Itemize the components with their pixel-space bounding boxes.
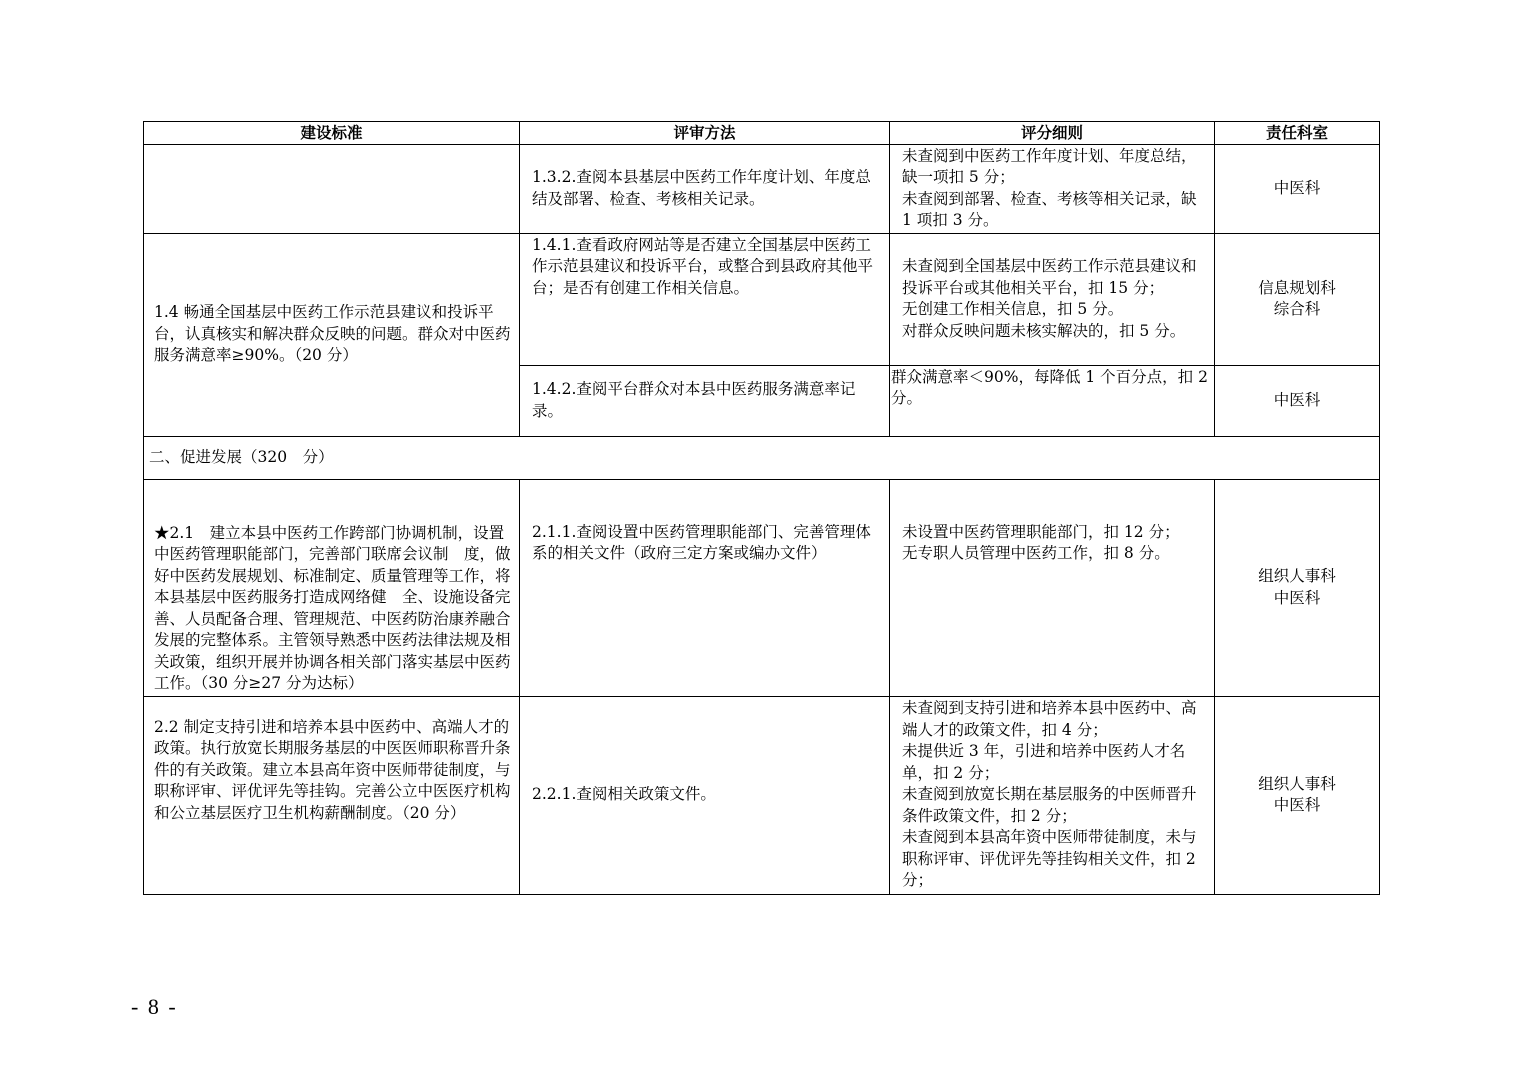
dept-line: 信息规划科 bbox=[1258, 278, 1336, 297]
header-dept: 责任科室 bbox=[1215, 122, 1380, 145]
dept-line: 中医科 bbox=[1273, 588, 1321, 607]
header-method: 评审方法 bbox=[520, 122, 890, 145]
table-row bbox=[144, 233, 1380, 365]
criteria-cell bbox=[890, 233, 1215, 365]
header-standard: 建设标准 bbox=[144, 122, 520, 145]
dept-cell bbox=[1215, 479, 1380, 696]
method-cell: 1.4.2.查阅平台群众对本县中医药服务满意率记录。 bbox=[520, 365, 890, 436]
method-cell: 1.3.2.查阅本县基层中医药工作年度计划、年度总结及部署、检查、考核相关记录。 bbox=[520, 144, 890, 233]
criteria-line: 未设置中医药管理职能部门，扣 12 分； bbox=[902, 522, 1180, 541]
dept-cell: 中医科 bbox=[1215, 365, 1380, 436]
section-heading: 二、促进发展（320 分） bbox=[144, 436, 1380, 479]
criteria-line: 群众满意率＜90%，每降低 1 个百分点，扣 2 分。 bbox=[891, 367, 1208, 407]
dept-line: 中医科 bbox=[1273, 796, 1321, 814]
standard-cell: ★2.1 建立本县中医药工作跨部门协调机制，设置中医药管理职能部门，完善部门联席会议制 度，做好中医药发展规划、标准制定、质量管理等工作，将本县基层中医药服务打造成网络健 全、设施设备完善、人员配备合理、管理规范、中医药防治康养融合发展的完整体系。主管领导熟悉中医药法律法规及相关政策，组织开展并协调各相关部门落实基层中医药工作。（30 分≥27 分为达标） bbox=[144, 479, 520, 696]
criteria-line: 未查阅到放宽长期在基层服务的中医师晋升条件政策文件，扣 2 分； bbox=[902, 785, 1197, 825]
criteria-line: 对群众反映问题未核实解决的，扣 5 分。 bbox=[902, 321, 1186, 340]
method-cell: 2.2.1.查阅相关政策文件。 bbox=[520, 696, 890, 894]
dept-line: 组织人事科 bbox=[1258, 774, 1336, 793]
dept-cell: 中医科 bbox=[1215, 144, 1380, 233]
criteria-cell bbox=[890, 479, 1215, 696]
standard-cell bbox=[144, 144, 520, 233]
criteria-line: 未查阅到全国基层中医药工作示范县建议和投诉平台或其他相关平台，扣 15 分； bbox=[902, 257, 1197, 297]
table-row bbox=[144, 144, 1380, 233]
criteria-line: 未查阅到支持引进和培养本县中医药中、高端人才的政策文件，扣 4 分； bbox=[902, 699, 1197, 739]
criteria-cell bbox=[890, 144, 1215, 233]
dept-line: 组织人事科 bbox=[1258, 567, 1336, 585]
dept-cell bbox=[1215, 233, 1380, 365]
method-cell: 1.4.1.查看政府网站等是否建立全国基层中医药工作示范县建议和投诉平台，或整合到县政府其他平台；是否有创建工作相关信息。 bbox=[520, 233, 890, 365]
criteria-line: 无专职人员管理中医药工作，扣 8 分。 bbox=[902, 544, 1170, 562]
dept-line: 综合科 bbox=[1273, 300, 1321, 318]
criteria-line: 未查阅到本县高年资中医师带徒制度，未与职称评审、评优评先等挂钩相关文件，扣 2 分； bbox=[902, 828, 1197, 890]
table-row bbox=[144, 696, 1380, 894]
criteria-line: 未提供近 3 年，引进和培养中医药人才名单，扣 2 分； bbox=[902, 742, 1186, 782]
header-criteria: 评分细则 bbox=[890, 122, 1215, 145]
criteria-cell bbox=[890, 365, 1215, 436]
criteria-cell bbox=[890, 696, 1215, 894]
method-cell: 2.1.1.查阅设置中医药管理职能部门、完善管理体系的相关文件（政府三定方案或编办文件） bbox=[520, 479, 890, 696]
criteria-line: 无创建工作相关信息，扣 5 分。 bbox=[902, 300, 1124, 318]
criteria-line: 未查阅到中医药工作年度计划、年度总结，缺一项扣 5 分； bbox=[902, 146, 1197, 186]
standards-table bbox=[143, 121, 1380, 895]
standard-cell: 1.4 畅通全国基层中医药工作示范县建议和投诉平台，认真核实和解决群众反映的问题。群众对中医药服务满意率≥90%。（20 分） bbox=[144, 233, 520, 436]
table-row bbox=[144, 479, 1380, 696]
page-number: - 8 - bbox=[131, 994, 178, 1019]
table-header-row bbox=[144, 122, 1380, 145]
section-row bbox=[144, 436, 1380, 479]
criteria-line: 未查阅到部署、检查、考核等相关记录，缺 1 项扣 3 分。 bbox=[902, 189, 1197, 229]
standard-cell: 2.2 制定支持引进和培养本县中医药中、高端人才的政策。执行放宽长期服务基层的中医医师职称晋升条件的有关政策。建立本县高年资中医师带徒制度，与职称评审、评优评先等挂钩。完善公立中医医疗机构和公立基层医疗卫生机构薪酬制度。（20 分） bbox=[144, 696, 520, 894]
dept-cell bbox=[1215, 696, 1380, 894]
